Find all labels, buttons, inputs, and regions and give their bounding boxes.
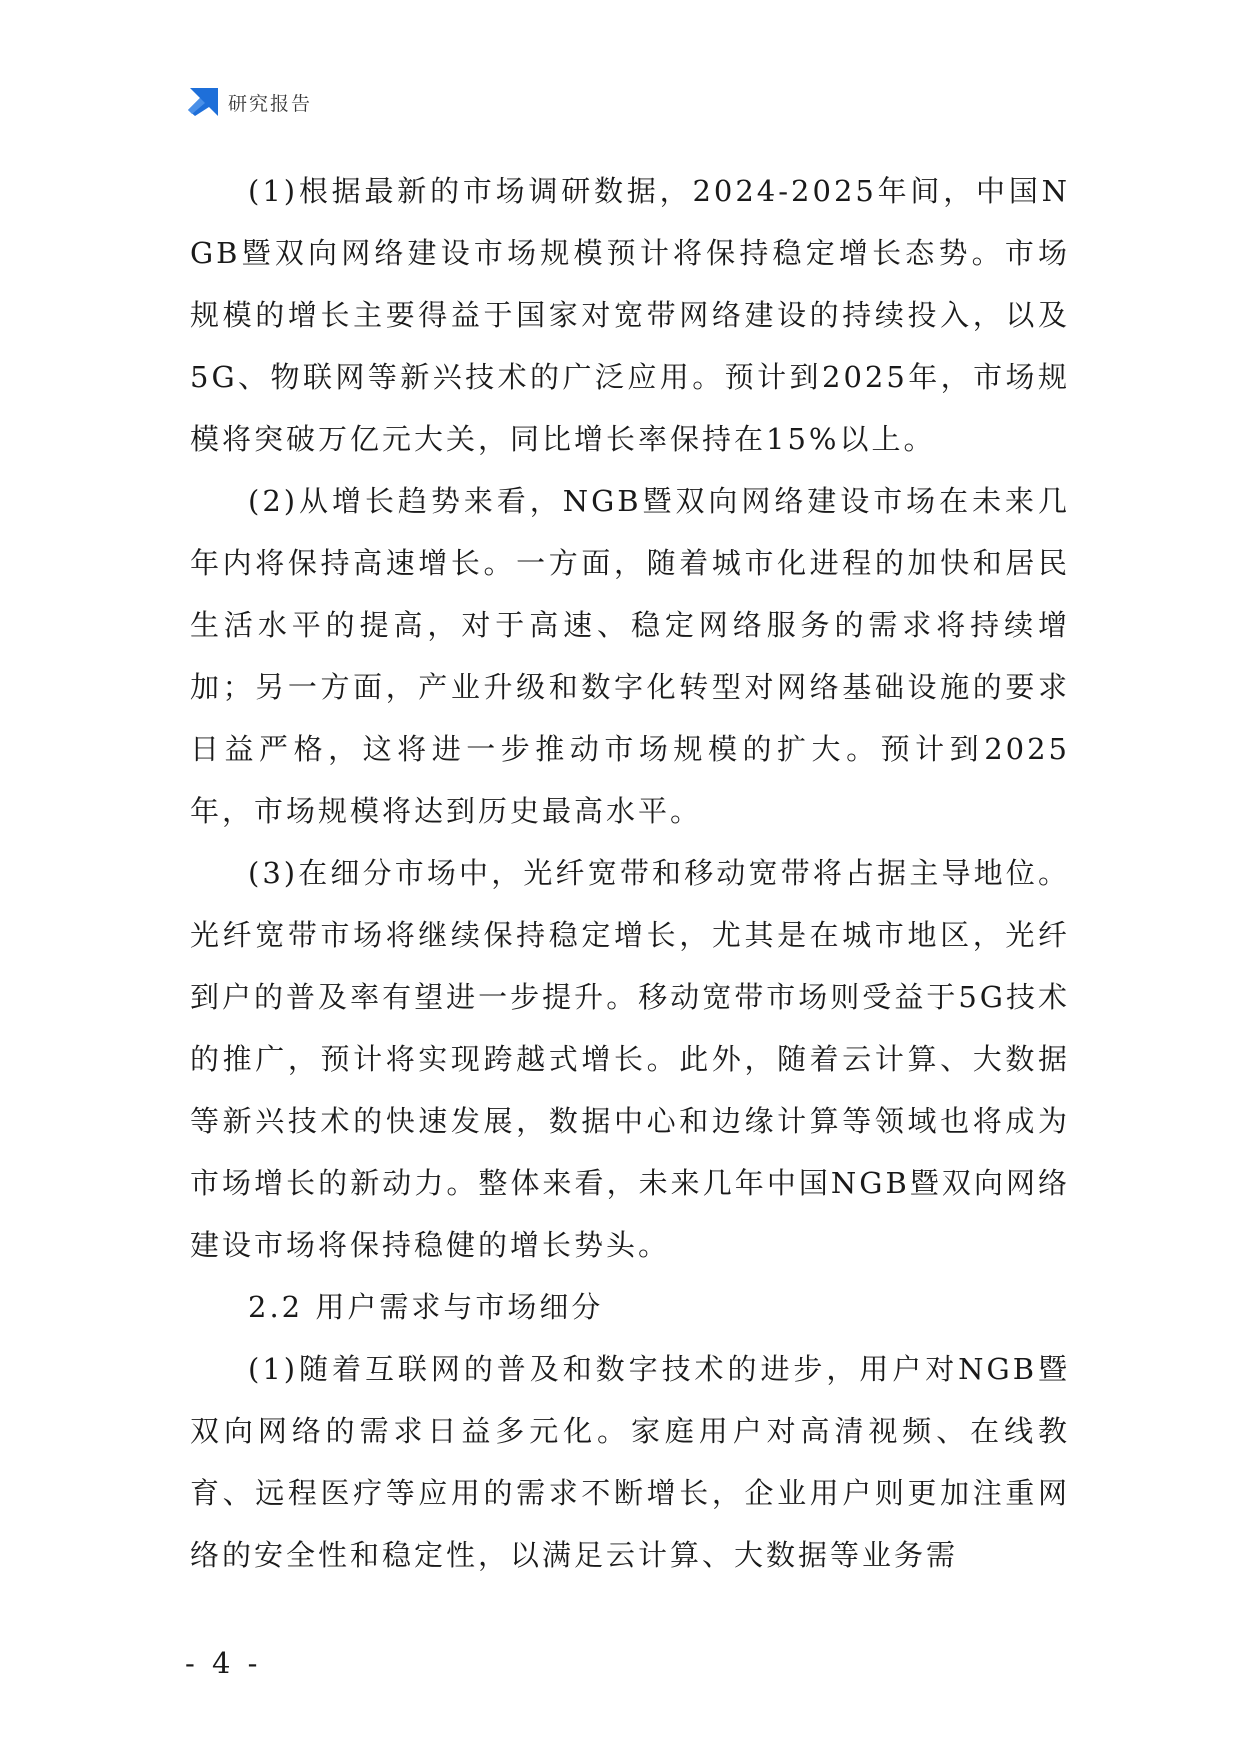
section-heading: 2.2 用户需求与市场细分 — [248, 1290, 604, 1324]
paragraph: (1)根据最新的市场调研数据，2024-2025年间，中国NGB暨双向网络建设市场规模预计将保持稳定增长态势。市场规模的增长主要得益于国家对宽带网络建设的持续投入，以及5G、物联网等新兴技术的广泛应用。预计到2025年，市场规模将突破万亿元大关，同比增长率保持在15%以上。 — [190, 174, 1070, 456]
page-header — [188, 88, 312, 116]
report-label: 研究报告 — [228, 92, 313, 115]
paragraph: (2)从增长趋势来看，NGB暨双向网络建设市场在未来几年内将保持高速增长。一方面，随着城市化进程的加快和居民生活水平的提高，对于高速、稳定网络服务的需求将持续增加；另一方面，产业升级和数字化转型对网络基础设施的要求日益严格，这将进一步推动市场规模的扩大。预计到2025年，市场规模将达到历史最高水平。 — [190, 484, 1070, 828]
paragraph: (1)随着互联网的普及和数字技术的进步，用户对NGB暨双向网络的需求日益多元化。家庭用户对高清视频、在线教育、远程医疗等应用的需求不断增长，企业用户则更加注重网络的安全性和稳定性，以满足云计算、大数据等业务需 — [190, 1352, 1070, 1572]
document-body — [190, 160, 1070, 1586]
paragraph: (3)在细分市场中，光纤宽带和移动宽带将占据主导地位。光纤宽带市场将继续保持稳定增长，尤其是在城市地区，光纤到户的普及率有望进一步提升。移动宽带市场则受益于5G技术的推广，预计将实现跨越式增长。此外，随着云计算、大数据等新兴技术的快速发展，数据中心和边缘计算等领域也将成为市场增长的新动力。整体来看，未来几年中国NGB暨双向网络建设市场将保持稳健的增长势头。 — [190, 856, 1070, 1262]
arrow-up-right-icon — [188, 88, 218, 116]
page-number: - 4 - — [185, 1646, 262, 1680]
